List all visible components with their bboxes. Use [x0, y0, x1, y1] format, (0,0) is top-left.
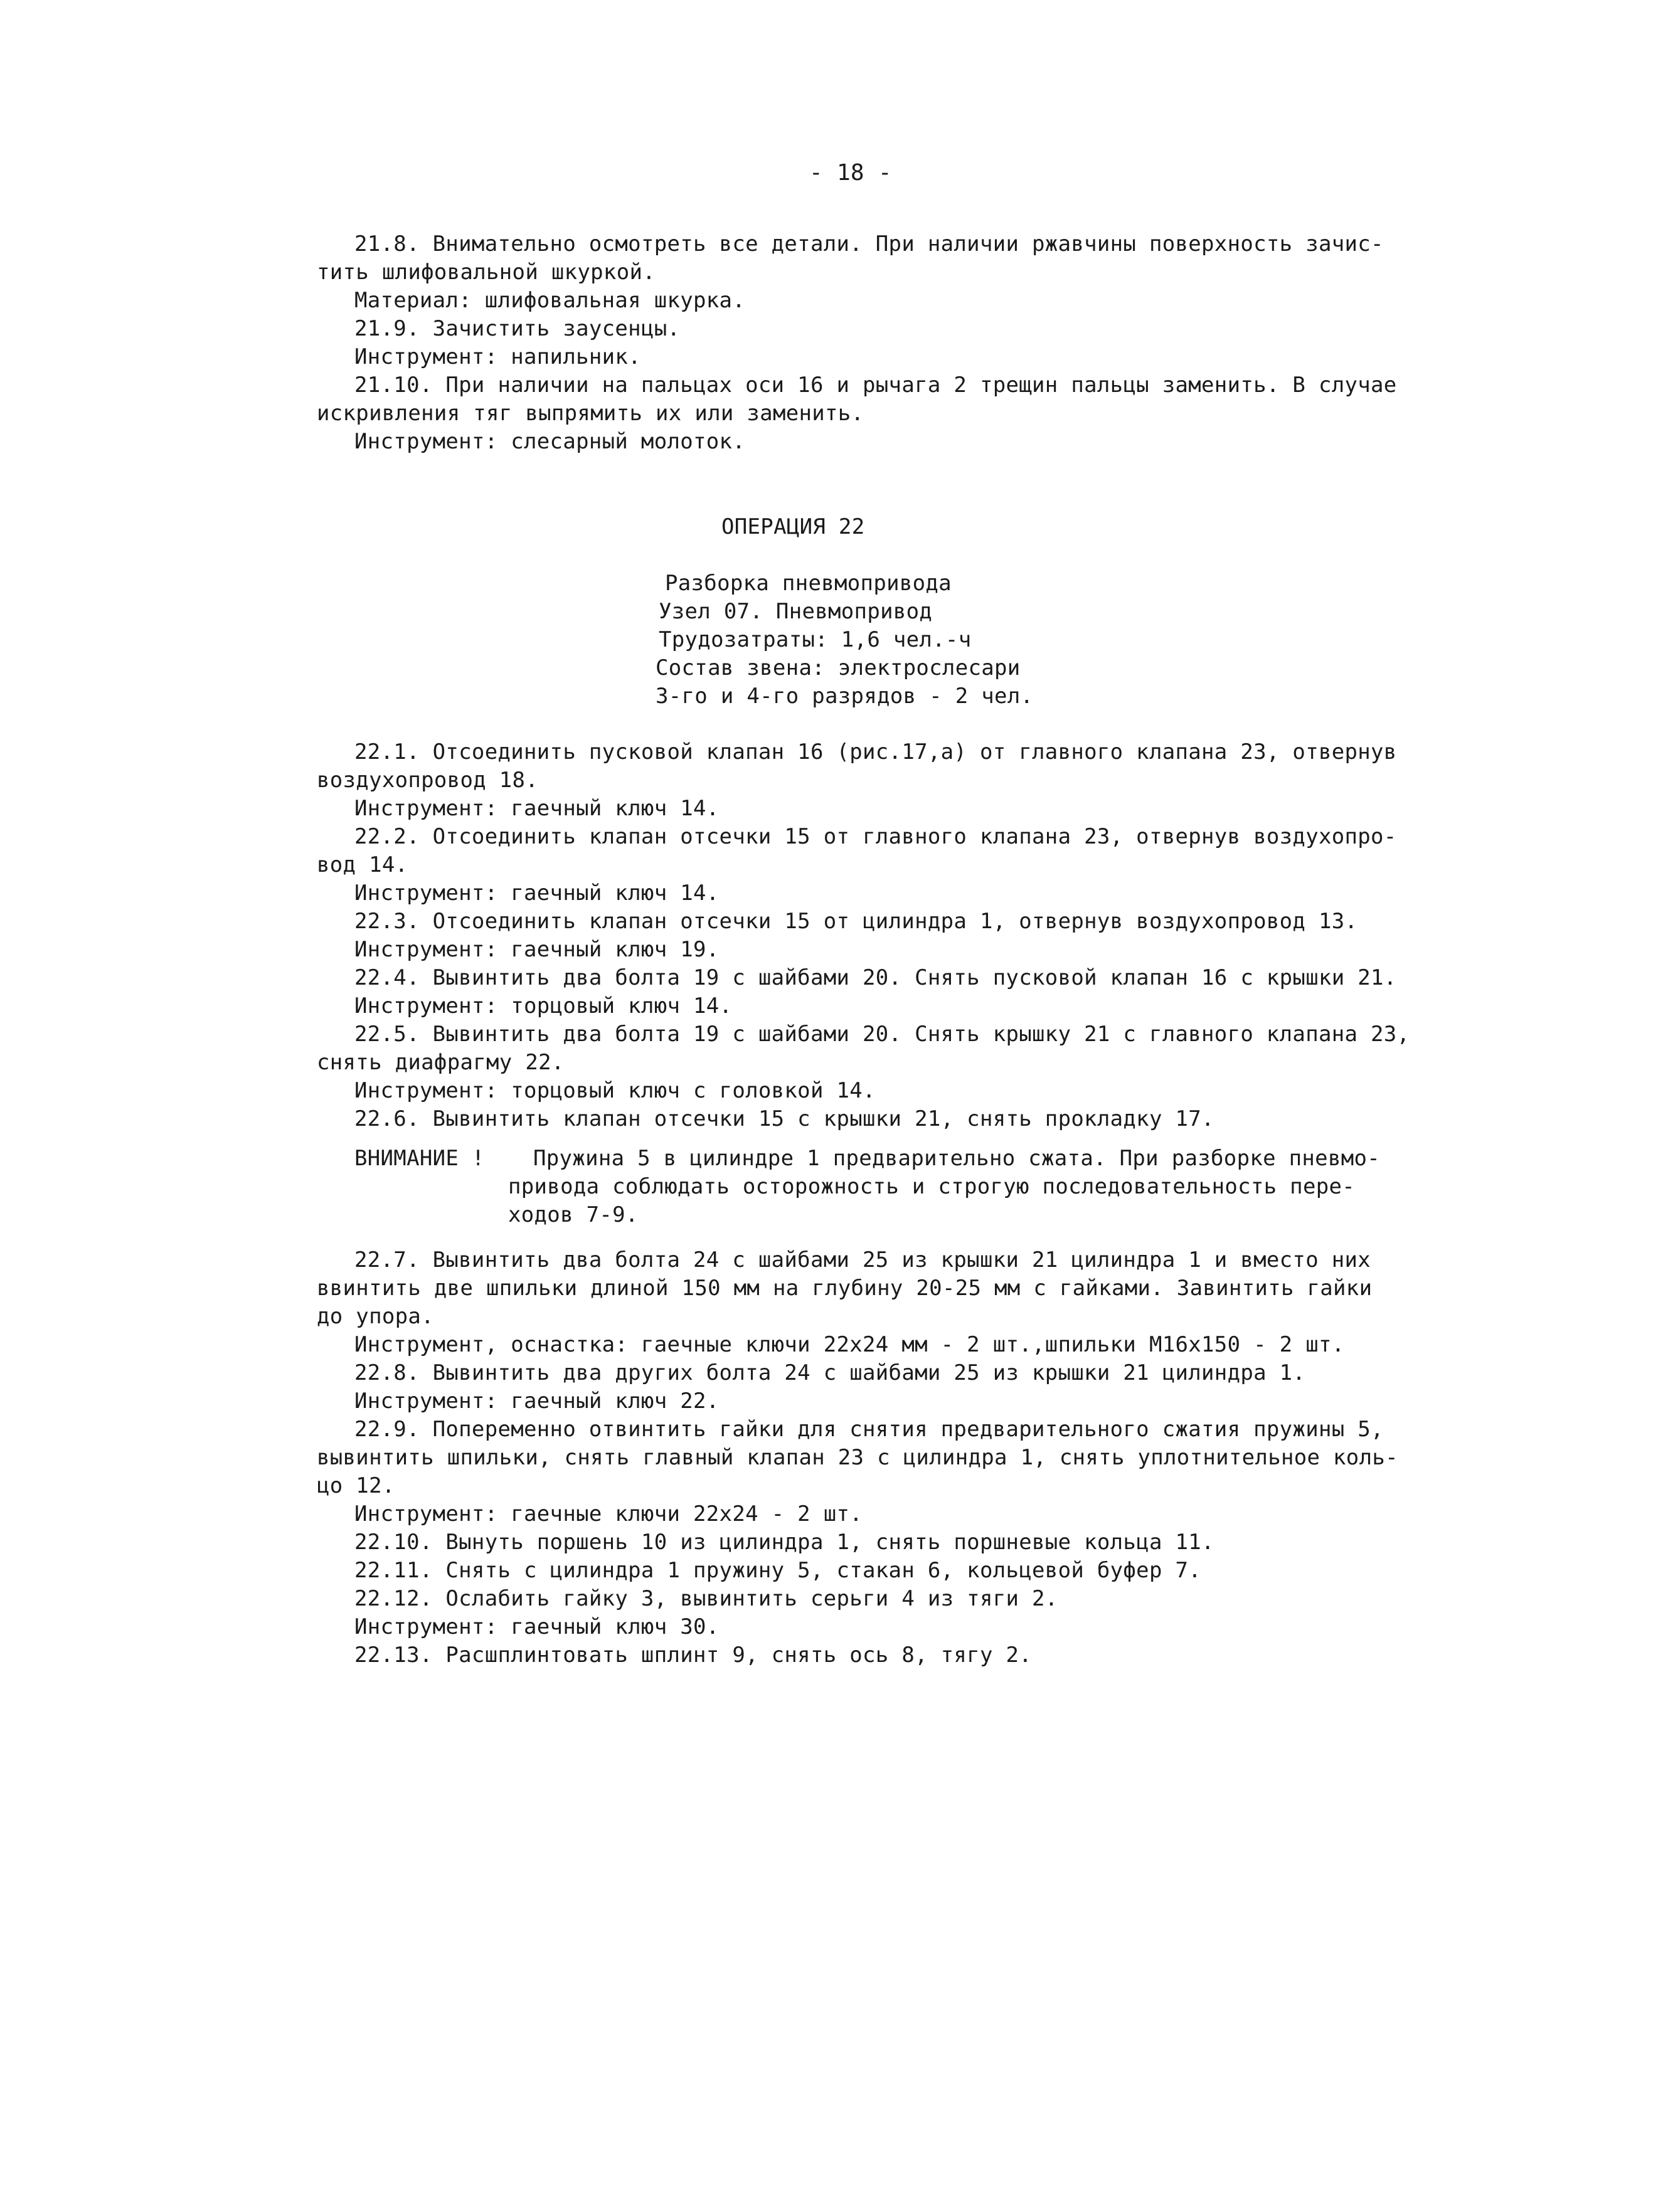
step-line: 22.1. Отсоединить пусковой клапан 16 (рис.17,а) от главного клапана 23, отвернув	[354, 739, 1397, 765]
text-line: искривления тяг выпрямить их или заменить.	[317, 401, 864, 426]
operation-header-line: Трудозатраты: 1,6 чел.-ч	[659, 627, 972, 652]
operation-header-line: 3-го и 4-го разрядов - 2 чел.	[656, 684, 1034, 709]
tool-line: Инструмент: торцовый ключ с головкой 14.	[354, 1078, 876, 1103]
tool-line: Инструмент: гаечные ключи 22х24 - 2 шт.	[354, 1501, 863, 1527]
text-line: 21.9. Зачистить заусенцы.	[354, 316, 681, 341]
step-line: 22.7. Вывинтить два болта 24 с шайбами 25 из крышки 21 цилиндра 1 и вместо них	[354, 1247, 1371, 1273]
step-line: воздухопровод 18.	[317, 768, 539, 793]
warning-line: ходов 7-9.	[508, 1202, 639, 1227]
step-line: 22.11. Снять с цилиндра 1 пружину 5, стакан 6, кольцевой буфер 7.	[354, 1558, 1202, 1583]
step-line: вод 14.	[317, 852, 408, 877]
step-line: 22.10. Вынуть поршень 10 из цилиндра 1, снять поршневые кольца 11.	[354, 1530, 1214, 1555]
step-line: 22.12. Ослабить гайку 3, вывинтить серьги 4 из тяги 2.	[354, 1586, 1058, 1611]
step-line: ввинтить две шпильки длиной 150 мм на глубину 20-25 мм с гайками. Завинтить гайки	[317, 1276, 1373, 1301]
step-line: 22.8. Вывинтить два других болта 24 с шайбами 25 из крышки 21 цилиндра 1.	[354, 1360, 1306, 1385]
operation-header-line: Узел 07. Пневмопривод	[659, 599, 933, 624]
tool-line: Инструмент: гаечный ключ 30.	[354, 1614, 720, 1639]
text-line: 21.10. При наличии на пальцах оси 16 и рычага 2 трещин пальцы заменить. В случае	[354, 373, 1397, 398]
text-line: Инструмент: напильник.	[354, 344, 641, 369]
text-line: 21.8. Внимательно осмотреть все детали. При наличии ржавчины поверхность зачис-	[354, 231, 1384, 257]
warning-label: ВНИМАНИЕ !	[354, 1146, 485, 1171]
warning-line: Пружина 5 в цилиндре 1 предварительно сжата. При разборке пневмо-	[533, 1146, 1381, 1171]
step-line: 22.2. Отсоединить клапан отсечки 15 от главного клапана 23, отвернув воздухопро-	[354, 824, 1397, 849]
operation-header-line: Состав звена: электрослесари	[656, 655, 1021, 680]
operation-title: ОПЕРАЦИЯ 22	[721, 514, 865, 539]
step-line: до упора.	[317, 1304, 434, 1329]
warning-line: привода соблюдать осторожность и строгую последовательность пере-	[508, 1174, 1356, 1199]
step-line: 22.3. Отсоединить клапан отсечки 15 от цилиндра 1, отвернув воздухопровод 13.	[354, 909, 1358, 934]
text-line: Материал: шлифовальная шкурка.	[354, 288, 746, 313]
text-line: Инструмент: слесарный молоток.	[354, 429, 746, 454]
step-line: цо 12.	[317, 1473, 395, 1498]
tool-line: Инструмент: гаечный ключ 14.	[354, 796, 720, 821]
operation-header-line: Разборка пневмопривода	[665, 571, 952, 596]
tool-line: Инструмент: гаечный ключ 22.	[354, 1389, 720, 1414]
step-line: 22.4. Вывинтить два болта 19 с шайбами 20. Снять пусковой клапан 16 с крышки 21.	[354, 965, 1397, 990]
step-line: 22.5. Вывинтить два болта 19 с шайбами 20. Снять крышку 21 с главного клапана 23,	[354, 1022, 1410, 1047]
step-line: 22.6. Вывинтить клапан отсечки 15 с крышки 21, снять прокладку 17.	[354, 1106, 1214, 1131]
tool-line: Инструмент: гаечный ключ 14.	[354, 881, 720, 906]
page-number: - 18 -	[809, 160, 892, 186]
step-line: 22.13. Расшплинтовать шплинт 9, снять ось 8, тягу 2.	[354, 1643, 1033, 1668]
step-line: снять диафрагму 22.	[317, 1050, 565, 1075]
step-line: вывинтить шпильки, снять главный клапан 23 с цилиндра 1, снять уплотнительное коль-	[317, 1445, 1398, 1470]
tool-line: Инструмент: гаечный ключ 19.	[354, 937, 720, 962]
step-line: 22.9. Попеременно отвинтить гайки для снятия предварительного сжатия пружины 5,	[354, 1417, 1384, 1442]
tool-line: Инструмент, оснастка: гаечные ключи 22х24 мм - 2 шт.,шпильки М16х150 - 2 шт.	[354, 1332, 1345, 1357]
tool-line: Инструмент: торцовый ключ 14.	[354, 993, 733, 1019]
text-line: тить шлифовальной шкуркой.	[317, 260, 656, 285]
